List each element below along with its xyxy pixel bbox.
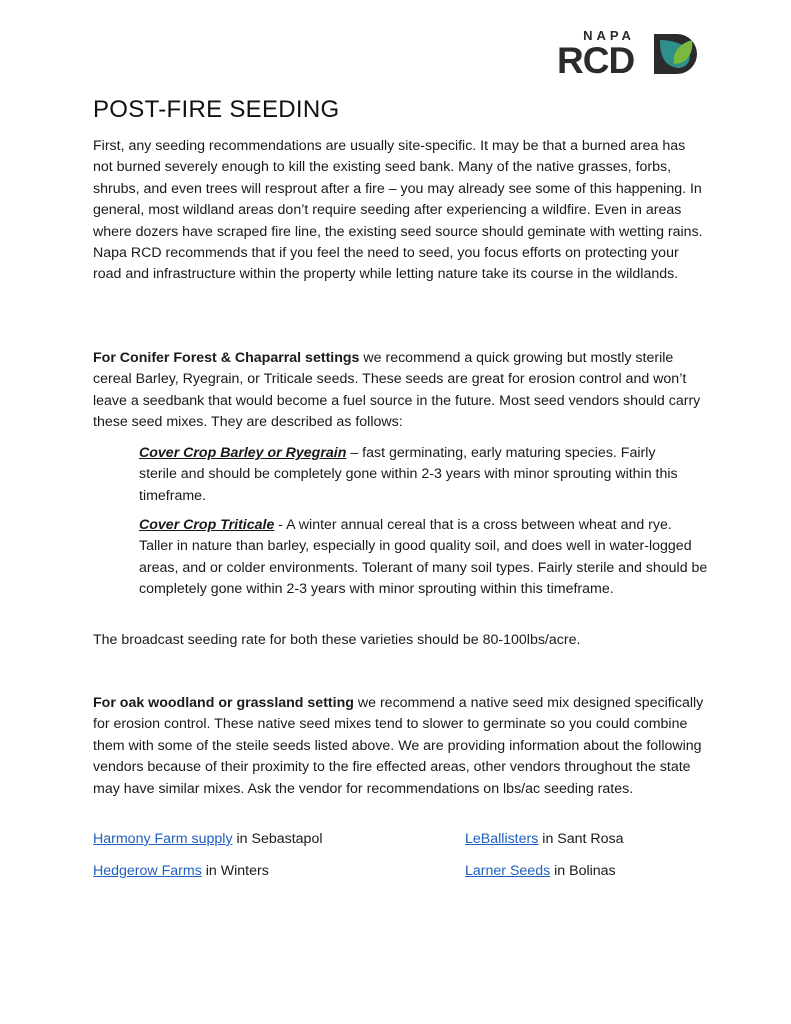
vendor-location: in Sant Rosa (538, 831, 624, 847)
vendor-link-harmony[interactable]: Harmony Farm supply (93, 831, 233, 847)
triticale-term: Cover Crop Triticale (139, 517, 275, 533)
intro-paragraph: First, any seeding recommendations are usually site-specific. It may be that a burned area has not burned severely enough to kill the existing seed bank. Many of the native grasses, forbs, shrubs, and even trees will resprout after a fire – you may already see some of this happening. In general, most wildland areas don’t require seeding after experiencing a wildfire. Even in areas where dozers have scraped fire line, the existing seed source should geminate with wetting rains. Napa RCD recommends that if you feel the need to seed, you focus efforts on protecting your road and infrastructure within the property while letting nature take its course in the wildlands. (93, 138, 703, 283)
oak-lead: For oak woodland or grassland setting (93, 695, 354, 711)
vendor-location: in Bolinas (550, 863, 616, 879)
oak-text: we recommend a native seed mix designed specifically for erosion control. These native seed mixes tend to slower to germinate so you could combine them with some of the steile seeds listed above. We are providing information about the following vendors because of their proximity to the fire effected areas, other vendors throughout the state may have similar mixes. Ask the vendor for recommendations on lbs/ac seeding rates. (93, 695, 704, 797)
conifer-paragraph (93, 348, 708, 434)
vendor-item-hedgerow (93, 861, 269, 881)
barley-term: Cover Crop Barley or Ryegrain (139, 445, 347, 461)
vendor-item-larner (465, 861, 616, 881)
page-title: POST-FIRE SEEDING (93, 96, 340, 123)
conifer-text: we recommend a quick growing but mostly sterile cereal Barley, Ryegrain, or Triticale seeds. These seeds are great for erosion control and won’t leave a seedbank that would become a fuel source in the future. Most seed vendors should carry these seed mixes. They are described as follows: (93, 350, 701, 431)
seeding-rate-paragraph: The broadcast seeding rate for both these varieties should be 80-100lbs/acre. (93, 632, 581, 648)
barley-paragraph (139, 443, 694, 507)
barley-text: – fast germinating, early maturing species. Fairly sterile and should be completely gone within 2-3 years with minor sprouting within this timeframe. (139, 445, 678, 504)
logo-top-text: NAPA (583, 28, 635, 43)
vendor-link-leballisters[interactable]: LeBallisters (465, 831, 539, 847)
leaf-drop-icon (650, 30, 698, 78)
triticale-paragraph (139, 515, 709, 601)
napa-rcd-logo (557, 28, 699, 80)
vendor-location: in Sebastapol (232, 831, 323, 847)
logo-main-text: RCD (557, 40, 635, 81)
triticale-text: - A winter annual cereal that is a cross between wheat and rye. Taller in nature than barley, especially in good quality soil, and does well in water-logged areas, and or colder environments. Tolerant of many soil types. Fairly sterile and should be completely gone within 2-3 years with minor sprouting within this timeframe. (139, 517, 708, 598)
vendor-item-harmony (93, 829, 322, 849)
oak-paragraph (93, 693, 708, 800)
vendor-location: in Winters (201, 863, 269, 879)
conifer-lead: For Conifer Forest & Chaparral settings (93, 350, 360, 366)
vendor-link-hedgerow[interactable]: Hedgerow Farms (93, 863, 202, 879)
vendor-link-larner[interactable]: Larner Seeds (465, 863, 551, 879)
vendor-item-leballisters (465, 829, 624, 849)
